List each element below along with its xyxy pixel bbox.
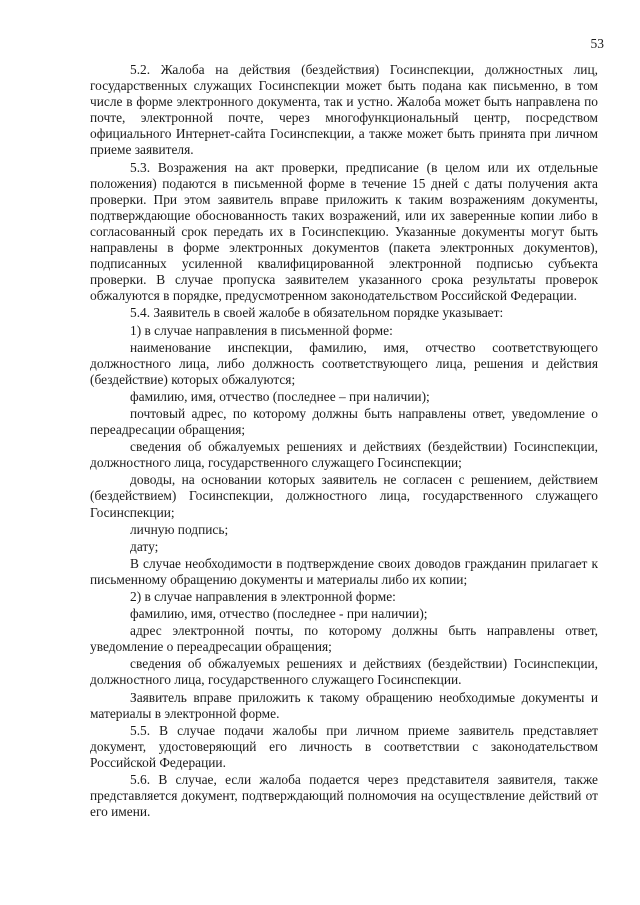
paragraph-supporting-docs: В случае необходимости в подтверждение своих доводов гражданин прилагает к письменному обращению документы и материалы либо их копии; <box>90 555 598 587</box>
list-item-full-name: фамилию, имя, отчество (последнее – при наличии); <box>130 388 430 404</box>
list-item-signature: личную подпись; <box>130 521 229 537</box>
page-number: 53 <box>590 36 604 51</box>
paragraph-5-4: 5.4. Заявитель в своей жалобе в обязательном порядке указывает: <box>130 305 504 321</box>
list-heading-written: 1) в случае направления в письменной форме: <box>130 322 393 338</box>
paragraph-attach-electronic: Заявитель вправе приложить к такому обращению необходимые документы и материалы в электронной форме. <box>90 689 598 721</box>
list-item-postal-address: почтовый адрес, по которому должны быть направлены ответ, уведомление о переадресации обращения; <box>90 405 598 438</box>
list-item-email-address: адрес электронной почты, по которому должны быть направлены ответ, уведомление о переадресации обращения; <box>90 623 598 655</box>
paragraph-5-5: 5.5. В случае подачи жалобы при личном приеме заявитель представляет документ, удостоверяющий его личность в соответствии с законодательством Российской Федерации. <box>90 722 598 770</box>
list-item-e-decisions-info: сведения об обжалуемых решениях и действиях (бездействии) Госинспекции, должностного лица, государственного служащего Госинспекции. <box>90 656 598 688</box>
list-heading-electronic: 2) в случае направления в электронной форме: <box>130 589 396 604</box>
paragraph-5-3: 5.3. Возражения на акт проверки, предписание (в целом или их отдельные положения) подаются в письменной форме в течение 15 дней с даты получения акта проверки. При этом заявитель вправе приложить к таким возражениям документы, подтверждающие обоснованность таких возражений, или их заверенные копии либо в согласованный срок передать их в Госинспекцию. Указанные документы могут быть направлены в форме электронных документов (пакета электронных документов), подписанных усиленной квалифицированной электронной подписью субъекта проверки. В случае пропуска заявителем указанного срока результаты проверок обжалуются в порядке, предусмотренном законодательством Российской Федерации. <box>90 159 598 304</box>
document-body <box>90 62 598 820</box>
paragraph-5-2: 5.2. Жалоба на действия (бездействия) Госинспекции, должностных лиц, государственных служащих Госинспекции может быть подана как письменно, в том числе в форме электронного документа, так и устно. Жалоба может быть направлена по почте, электронной почте, через многофункциональный центр, посредством официального Интернет-сайта Госинспекции, а также может быть принята при личном приеме заявителя. <box>90 62 598 158</box>
paragraph-5-6: 5.6. В случае, если жалоба подается через представителя заявителя, также представляется документ, подтверждающий полномочия на осуществление действий от его имени. <box>90 772 598 820</box>
list-item-e-full-name: фамилию, имя, отчество (последнее - при наличии); <box>130 606 428 622</box>
list-item-inspection-name: наименование инспекции, фамилию, имя, отчество соответствующего должностного лица, либо должность соответствующего лица, решения и действия (бездействие) которых обжалуются; <box>90 339 598 387</box>
list-item-date: дату; <box>130 538 159 554</box>
list-item-arguments: доводы, на основании которых заявитель не согласен с решением, действием (бездействием) Госинспекции, должностного лица, государственного служащего Госинспекции; <box>90 472 598 520</box>
list-item-decisions-info: сведения об обжалуемых решениях и действиях (бездействии) Госинспекции, должностного лица, государственного служащего Госинспекции; <box>90 439 598 471</box>
